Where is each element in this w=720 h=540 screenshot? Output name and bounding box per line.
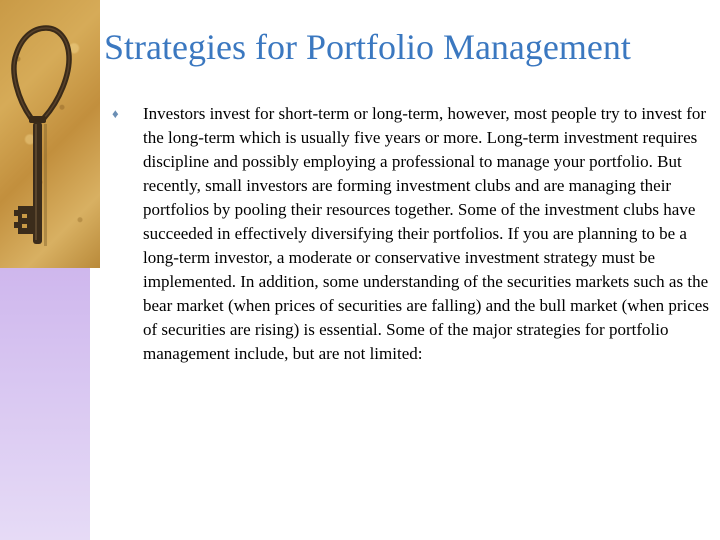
diamond-bullet-icon: ♦ <box>112 106 119 121</box>
bullet-list <box>112 102 712 366</box>
key-icon <box>0 0 100 268</box>
slide-title: Strategies for Portfolio Management <box>104 27 631 67</box>
bullet-item <box>112 102 712 366</box>
bullet-text: Investors invest for short-term or long-term, however, most people try to invest for the long-term which is usually five years or more. Long-term investment requires discipline and possibly employing a professional to manage your portfolio. But recently, small investors are forming investment clubs and are managing their portfolios by pooling their resources together. Some of the investment clubs have succeeded in effectively diversifying their portfolios. If you are planning to be a long-term investor, a moderate or conservative investment strategy must be implemented. In addition, some understanding of the securities markets such as the bear market (when prices of securities are falling) and the bull market (when prices of securities are rising) is essential. Some of the major strategies for portfolio management include, but are not limited: <box>143 104 709 363</box>
